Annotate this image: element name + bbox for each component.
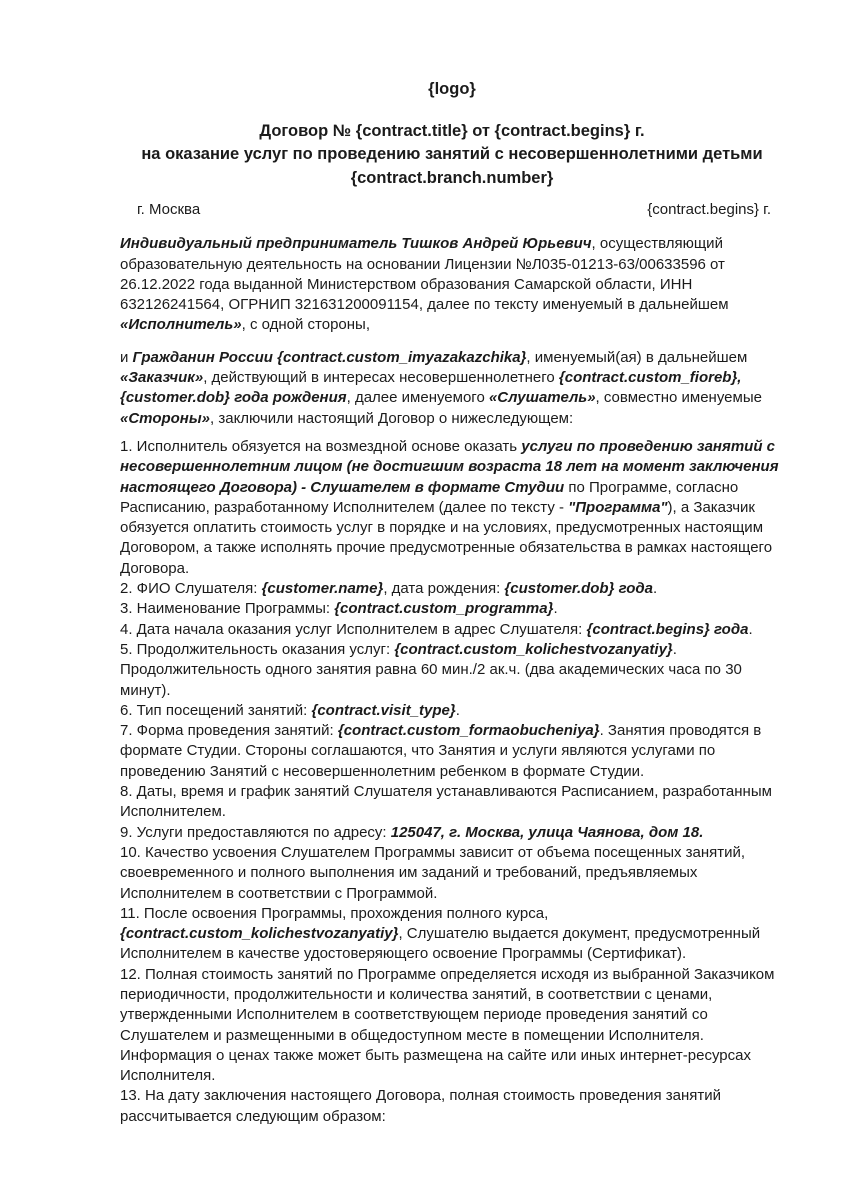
- clauses-section: [120, 437, 784, 1127]
- clause-5: 5. Продолжительность оказания услуг: {contract.custom_kolichestvozanyatiy}. Продолжительность одного занятия равна 60 мин./2 ак.ч. (два академических часа по 30 минут).: [120, 640, 742, 699]
- contract-title-line-2: на оказание услуг по проведению занятий с несовершеннолетними детьми: [141, 145, 763, 163]
- clause-9: 9. Услуги предоставляются по адресу: 125047, г. Москва, улица Чаянова, дом 18.: [120, 823, 704, 841]
- date-label: {contract.begins} г.: [647, 201, 771, 218]
- clause-4: 4. Дата начала оказания услуг Исполнителем в адрес Слушателя: {contract.begins} года.: [120, 620, 753, 638]
- clause-7: 7. Форма проведения занятий: {contract.custom_formaobucheniya}. Занятия проводятся в формате Студии. Стороны соглашаются, что Занятия и услуги являются услугами по проведению Занятий с несовершеннолетним ребенком в формате Студии.: [120, 722, 762, 780]
- clause-2: 2. ФИО Слушателя: {customer.name}, дата рождения: {customer.dob} года.: [120, 580, 658, 598]
- preamble-customer: и Гражданин России {contract.custom_imyazakazchika}, именуемый(ая) в дальнейшем «Заказчик», действующий в интересах несовершеннолетнего {contract.custom_fioreb}, {customer.dob} года рождения, далее именуемого «Слушатель», совместно именуемые «Стороны», заключили настоящий Договор о нижеследующем:: [120, 348, 762, 427]
- clause-6: 6. Тип посещений занятий: {contract.visit_type}.: [120, 701, 460, 719]
- clause-3: 3. Наименование Программы: {contract.custom_programma}.: [120, 600, 558, 618]
- clause-11: 11. После освоения Программы, прохождения полного курса, {contract.custom_kolichestvozanyatiy}, Слушателю выдается документ, предусмотренный Исполнителем в качестве удостоверяющего освоение Программы (Сертификат).: [120, 904, 761, 963]
- contract-title-line-1: Договор № {contract.title} от {contract.begins} г.: [259, 121, 645, 140]
- preamble-section: [120, 234, 784, 429]
- clause-13: 13. На дату заключения настоящего Договора, полная стоимость проведения занятий рассчитывается следующим образом:: [120, 1087, 721, 1125]
- clause-8: 8. Даты, время и график занятий Слушателя устанавливаются Расписанием, разработанным Исполнителем.: [120, 783, 772, 821]
- city-date-row: [120, 200, 784, 220]
- preamble-executor: Индивидуальный предприниматель Тишков Андрей Юрьевич, осуществляющий образовательную деятельность на основании Лицензии №Л035-01213-63/00633596 от 26.12.2022 года выданной Министерством образования Самарской области, ИНН 632126241564, ОГРНИП 321631200091154, далее по тексту именуемый в дальнейшем «Исполнитель», с одной стороны,: [120, 235, 729, 334]
- city-label: г. Москва: [137, 201, 201, 218]
- contract-title-line-3: {contract.branch.number}: [350, 168, 554, 187]
- clause-10: 10. Качество усвоения Слушателем Программы зависит от объема посещенных занятий, своевременного и полного выполнения им заданий и требований, предъявляемых Исполнителем в соответствии с Программой.: [120, 843, 746, 902]
- clause-1: 1. Исполнитель обязуется на возмездной основе оказать услуги по проведению занятий с несовершеннолетним лицом (не достигшим возраста 18 лет на момент заключения настоящего Договора) - Слушателем в формате Студии по Программе, согласно Расписанию, разработанному Исполнителем (далее по тексту - "Программа"), а Заказчик обязуется оплатить стоимость услуг в порядке и на условиях, предусмотренных настоящим Договором, а также исполнять прочие предусмотренные обязательства в рамках настоящего Договора.: [120, 437, 779, 577]
- logo-placeholder: {logo}: [428, 80, 476, 98]
- clause-12: 12. Полная стоимость занятий по Программе определяется исходя из выбранной Заказчиком периодичности, продолжительности и количества занятий, в соответствии с ценами, утвержденными Исполнителем в соответствующем периоде проведения занятий со Слушателем и размещенными в общедоступном месте в помещении Исполнителя. Информация о ценах также может быть размещена на сайте или иных интернет-ресурсах Исполнителя.: [120, 965, 775, 1085]
